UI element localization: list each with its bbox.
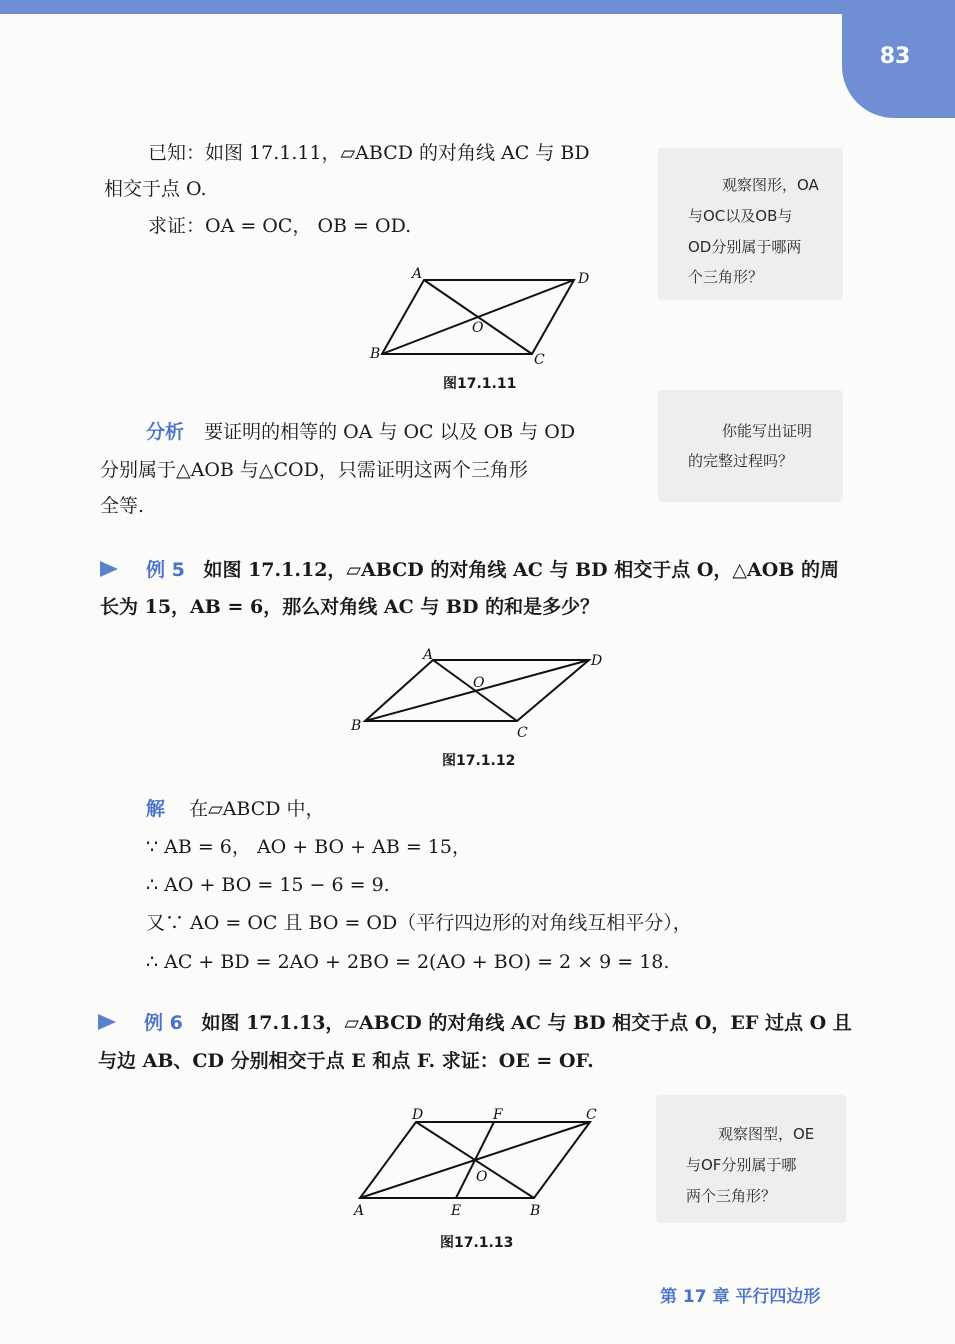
note-line: 与OF分别属于哪 bbox=[686, 1156, 797, 1174]
note-line: 两个三角形？ bbox=[686, 1187, 777, 1205]
note-line: 个三角形？ bbox=[688, 268, 764, 286]
label-c: C bbox=[517, 725, 528, 741]
caption-fig-17-1-12: 图17.1.12 bbox=[442, 753, 516, 769]
solution-label: 解 bbox=[146, 798, 166, 820]
solution-line-5: ∴ AC + BD = 2AO + 2BO = 2(AO + BO) = 2 × 9 = 18. bbox=[146, 951, 670, 973]
note-line: 你能写出证明 bbox=[722, 422, 813, 440]
page-number: 83 bbox=[879, 44, 911, 69]
given-line-1: 已知：如图 17.1.11，▱ABCD 的对角线 AC 与 BD bbox=[148, 142, 590, 164]
label-o: O bbox=[473, 675, 485, 691]
note-line: 的完整过程吗？ bbox=[688, 452, 794, 470]
label-e: E bbox=[451, 1203, 462, 1219]
prove-statement: 求证：OA = OC， OB = OD. bbox=[148, 215, 412, 237]
figure-17-1-12 bbox=[345, 645, 605, 740]
label-b: B bbox=[351, 718, 362, 734]
label-b: B bbox=[370, 346, 381, 362]
analysis-line-1 bbox=[146, 423, 575, 442]
analysis-text-1: 要证明的相等的 OA 与 OC 以及 OB 与 OD bbox=[204, 421, 576, 443]
label-c: C bbox=[586, 1107, 597, 1123]
solution-line-3: ∴ AO + BO = 15 − 6 = 9. bbox=[146, 874, 390, 896]
note-line: OD分别属于哪两 bbox=[688, 238, 802, 256]
figure-17-1-11 bbox=[360, 262, 590, 368]
solution-line-4: 又∵ AO = OC 且 BO = OD（平行四边形的对角线互相平分）， bbox=[146, 912, 692, 934]
label-a: A bbox=[354, 1203, 365, 1219]
side-note-oe-of-triangles bbox=[656, 1095, 846, 1223]
label-a: A bbox=[412, 266, 423, 282]
segment-ef bbox=[456, 1122, 494, 1198]
label-b: B bbox=[530, 1203, 541, 1219]
solution-line-2: ∵ AB = 6， AO + BO + AB = 15， bbox=[146, 836, 471, 858]
caption-fig-17-1-13: 图17.1.13 bbox=[440, 1235, 514, 1251]
label-d: D bbox=[591, 653, 603, 669]
analysis-line-2: 分别属于△AOB 与△COD，只需证明这两个三角形 bbox=[100, 459, 528, 481]
example6-text-1: 如图 17.1.13，▱ABCD 的对角线 AC 与 BD 相交于点 O，EF 过点 O 且 bbox=[201, 1012, 852, 1034]
solution-line-1 bbox=[146, 800, 325, 819]
label-d: D bbox=[412, 1107, 424, 1123]
note-line: 观察图型，OE bbox=[718, 1125, 815, 1143]
label-a: A bbox=[423, 647, 434, 663]
example-marker-icon bbox=[98, 1014, 116, 1030]
figure-17-1-13 bbox=[350, 1105, 610, 1220]
example6-line-2: 与边 AB、CD 分别相交于点 E 和点 F. 求证：OE = OF. bbox=[98, 1050, 594, 1072]
diagonal-bd bbox=[382, 280, 574, 354]
example5-line-2: 长为 15，AB = 6，那么对角线 AC 与 BD 的和是多少？ bbox=[100, 596, 600, 618]
given-line-2: 相交于点 O. bbox=[104, 178, 207, 200]
caption-fig-17-1-11: 图17.1.11 bbox=[443, 376, 517, 392]
note-line: 观察图形，OA bbox=[722, 176, 819, 194]
solution-text-1: 在▱ABCD 中， bbox=[189, 798, 325, 820]
example5-line-1 bbox=[146, 561, 839, 580]
side-note-observe-triangles bbox=[658, 148, 843, 300]
label-d: D bbox=[578, 271, 590, 287]
example6-line-1 bbox=[144, 1014, 852, 1033]
example-marker-icon bbox=[100, 561, 118, 577]
chapter-footer: 第 17 章 平行四边形 bbox=[660, 1287, 821, 1307]
label-c: C bbox=[534, 352, 545, 368]
example5-text-1: 如图 17.1.12，▱ABCD 的对角线 AC 与 BD 相交于点 O，△AOB 的周 bbox=[203, 559, 839, 581]
example5-label: 例 5 bbox=[146, 559, 185, 581]
note-line: 与OC以及OB与 bbox=[688, 207, 793, 225]
label-f: F bbox=[493, 1107, 503, 1123]
label-o: O bbox=[476, 1169, 488, 1185]
example6-label: 例 6 bbox=[144, 1012, 183, 1034]
label-o: O bbox=[472, 320, 484, 336]
analysis-label: 分析 bbox=[146, 421, 185, 443]
side-note-write-proof bbox=[658, 390, 843, 502]
top-color-band bbox=[0, 0, 955, 14]
analysis-line-3: 全等. bbox=[100, 495, 145, 517]
